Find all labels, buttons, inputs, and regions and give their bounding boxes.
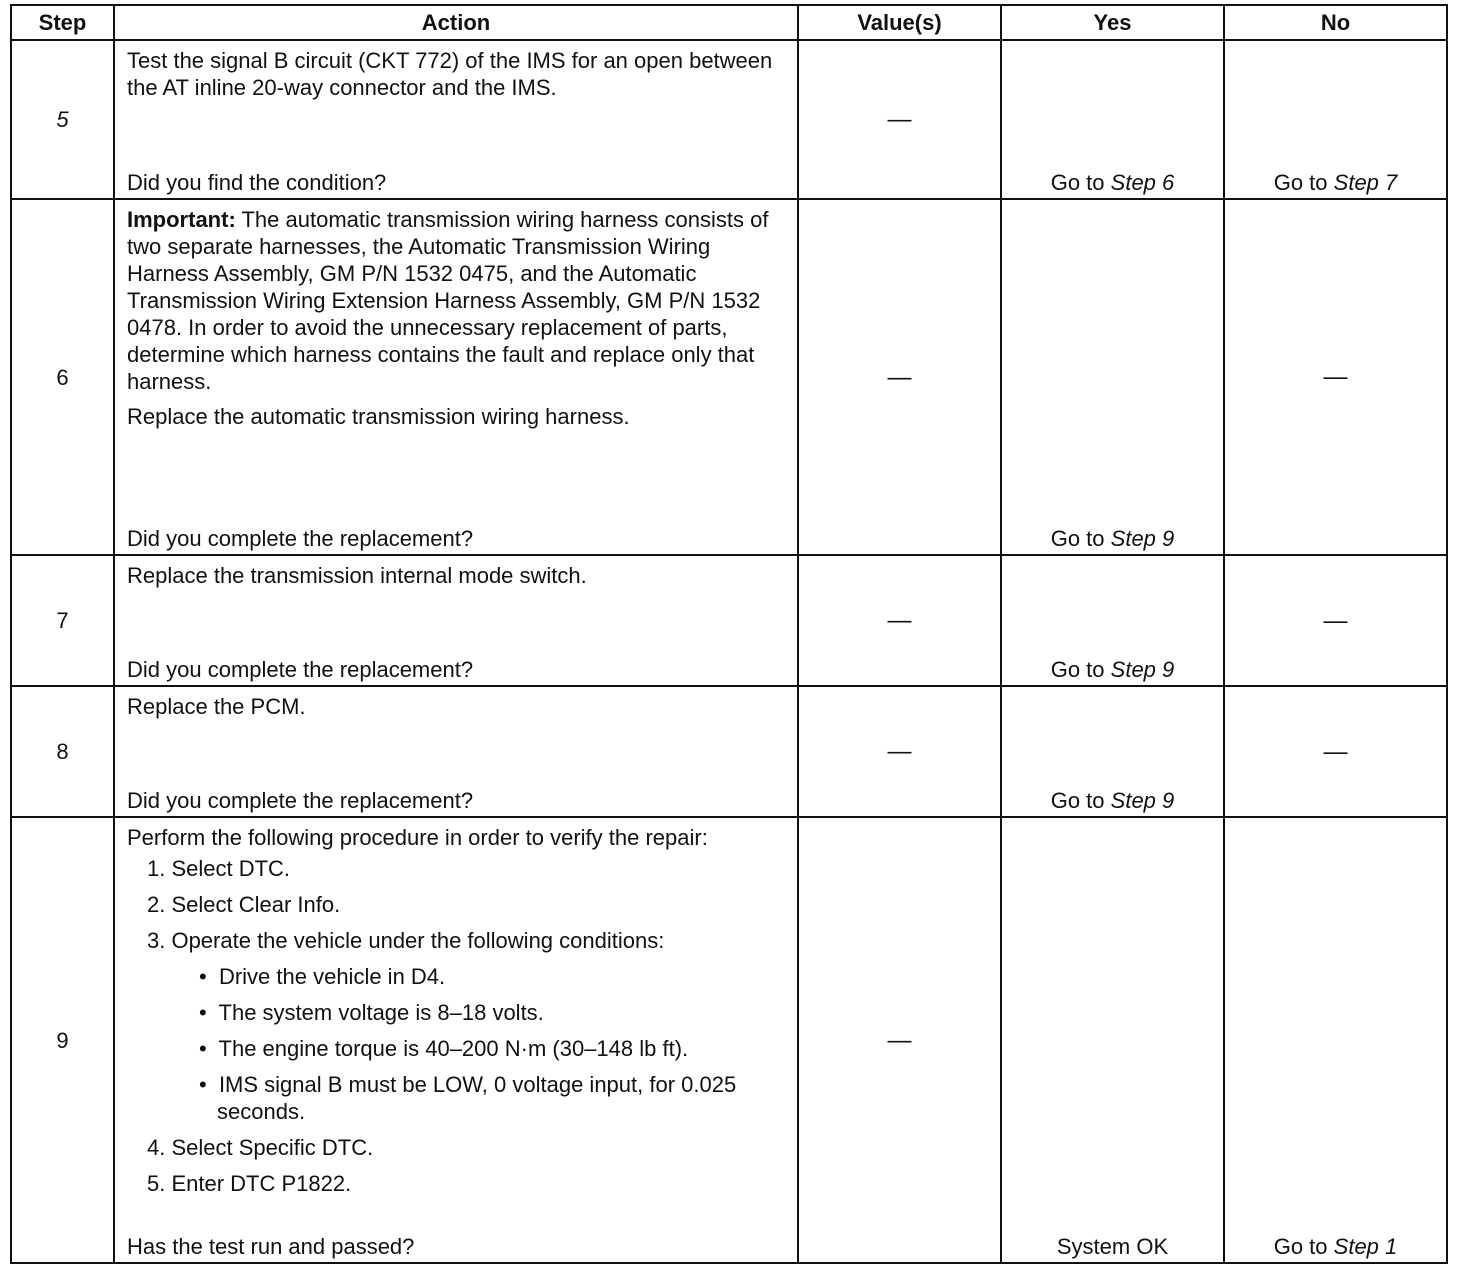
procedure-list — [127, 855, 785, 1197]
condition-text: The system voltage is 8–18 volts. — [218, 1000, 544, 1025]
action-question: Has the test run and passed? — [127, 1234, 415, 1259]
step-link: Step 6 — [1110, 170, 1175, 195]
action-cell — [114, 40, 798, 199]
condition-text: The engine torque is 40–200 N·m (30–148 lb ft). — [218, 1036, 689, 1061]
action-text: Perform the following procedure in order to verify the repair: — [127, 825, 708, 850]
step-link: Step 9 — [1110, 526, 1175, 551]
yes-cell — [1001, 199, 1224, 555]
goto-label: Go to — [1050, 526, 1105, 551]
no-cell — [1224, 817, 1447, 1263]
bullet-mark: • — [199, 964, 207, 989]
header-values: Value(s) — [798, 5, 1001, 40]
step-link: Step 7 — [1333, 170, 1398, 195]
header-action: Action — [114, 5, 798, 40]
list-item — [127, 927, 785, 1125]
goto-label: Go to — [1273, 170, 1328, 195]
diagnostic-table — [10, 4, 1448, 1264]
step-link: Step 9 — [1110, 657, 1175, 682]
no-dash: — — [1323, 738, 1348, 765]
yes-cell — [1001, 40, 1224, 199]
table-row — [11, 199, 1447, 555]
action-cell — [114, 817, 798, 1263]
step-number: 9 — [11, 817, 114, 1263]
header-row — [11, 5, 1447, 40]
goto-label: Go to — [1050, 170, 1105, 195]
important-text: The automatic transmission wiring harness consists of two separate harnesses, the Automatic Transmission Wiring Harness Assembly, GM P/N 1532 0475, and the Automatic Transmission Wiring Extension Harness Assembly, GM P/N 1532 0478. In order to avoid the unnecessary replacement of parts, determine which harness contains the fault and replace only that harness. — [127, 207, 769, 394]
condition-list — [183, 963, 785, 1125]
condition-text: IMS signal B must be LOW, 0 voltage input, for 0.025 seconds. — [217, 1072, 737, 1124]
value-cell: — — [798, 555, 1001, 686]
action-cell — [114, 686, 798, 817]
step-link: Step 9 — [1110, 788, 1175, 813]
step-link: Step 1 — [1333, 1234, 1398, 1259]
yes-cell — [1001, 817, 1224, 1263]
action-question: Did you complete the replacement? — [127, 526, 474, 551]
action-text: Replace the transmission internal mode switch. — [127, 563, 587, 588]
yes-cell — [1001, 686, 1224, 817]
no-cell — [1224, 686, 1447, 817]
goto-label: Go to — [1273, 1234, 1328, 1259]
value-cell: — — [798, 686, 1001, 817]
action-text: Replace the PCM. — [127, 694, 306, 719]
value-cell: — — [798, 40, 1001, 199]
condition-item — [183, 1035, 785, 1062]
no-cell — [1224, 40, 1447, 199]
action-question: Did you complete the replacement? — [127, 788, 474, 813]
table-row — [11, 40, 1447, 199]
list-item: 1. Select DTC. — [147, 856, 291, 881]
condition-item — [183, 999, 785, 1026]
bullet-mark: • — [199, 1036, 207, 1061]
step-number: 7 — [11, 555, 114, 686]
bullet-mark: • — [199, 1000, 207, 1025]
action-question: Did you find the condition? — [127, 170, 387, 195]
condition-item — [183, 1071, 785, 1125]
yes-result: System OK — [1056, 1234, 1169, 1259]
no-cell — [1224, 555, 1447, 686]
list-item-text: 3. Operate the vehicle under the following conditions: — [147, 928, 665, 953]
bullet-mark: • — [199, 1072, 207, 1097]
action-question: Did you complete the replacement? — [127, 657, 474, 682]
list-item: 2. Select Clear Info. — [147, 892, 341, 917]
table-row — [11, 686, 1447, 817]
header-step: Step — [11, 5, 114, 40]
value-cell: — — [798, 199, 1001, 555]
header-no: No — [1224, 5, 1447, 40]
list-item: 5. Enter DTC P1822. — [147, 1171, 352, 1196]
action-text: Test the signal B circuit (CKT 772) of the IMS for an open between the AT inline 20-way connector and the IMS. — [127, 48, 773, 100]
header-yes: Yes — [1001, 5, 1224, 40]
action-text: Replace the automatic transmission wiring harness. — [127, 404, 630, 429]
goto-label: Go to — [1050, 657, 1105, 682]
no-dash: — — [1323, 607, 1348, 634]
condition-item — [183, 963, 785, 990]
action-cell — [114, 199, 798, 555]
important-note — [127, 206, 785, 395]
step-number: 5 — [11, 40, 114, 199]
action-cell — [114, 555, 798, 686]
no-cell — [1224, 199, 1447, 555]
value-cell: — — [798, 817, 1001, 1263]
yes-cell — [1001, 555, 1224, 686]
no-dash: — — [1323, 363, 1348, 391]
list-item: 4. Select Specific DTC. — [147, 1135, 374, 1160]
goto-label: Go to — [1050, 788, 1105, 813]
step-number: 6 — [11, 199, 114, 555]
table-row — [11, 555, 1447, 686]
step-number: 8 — [11, 686, 114, 817]
condition-text: Drive the vehicle in D4. — [218, 964, 446, 989]
table-row — [11, 817, 1447, 1263]
important-label: Important: — [127, 207, 236, 232]
